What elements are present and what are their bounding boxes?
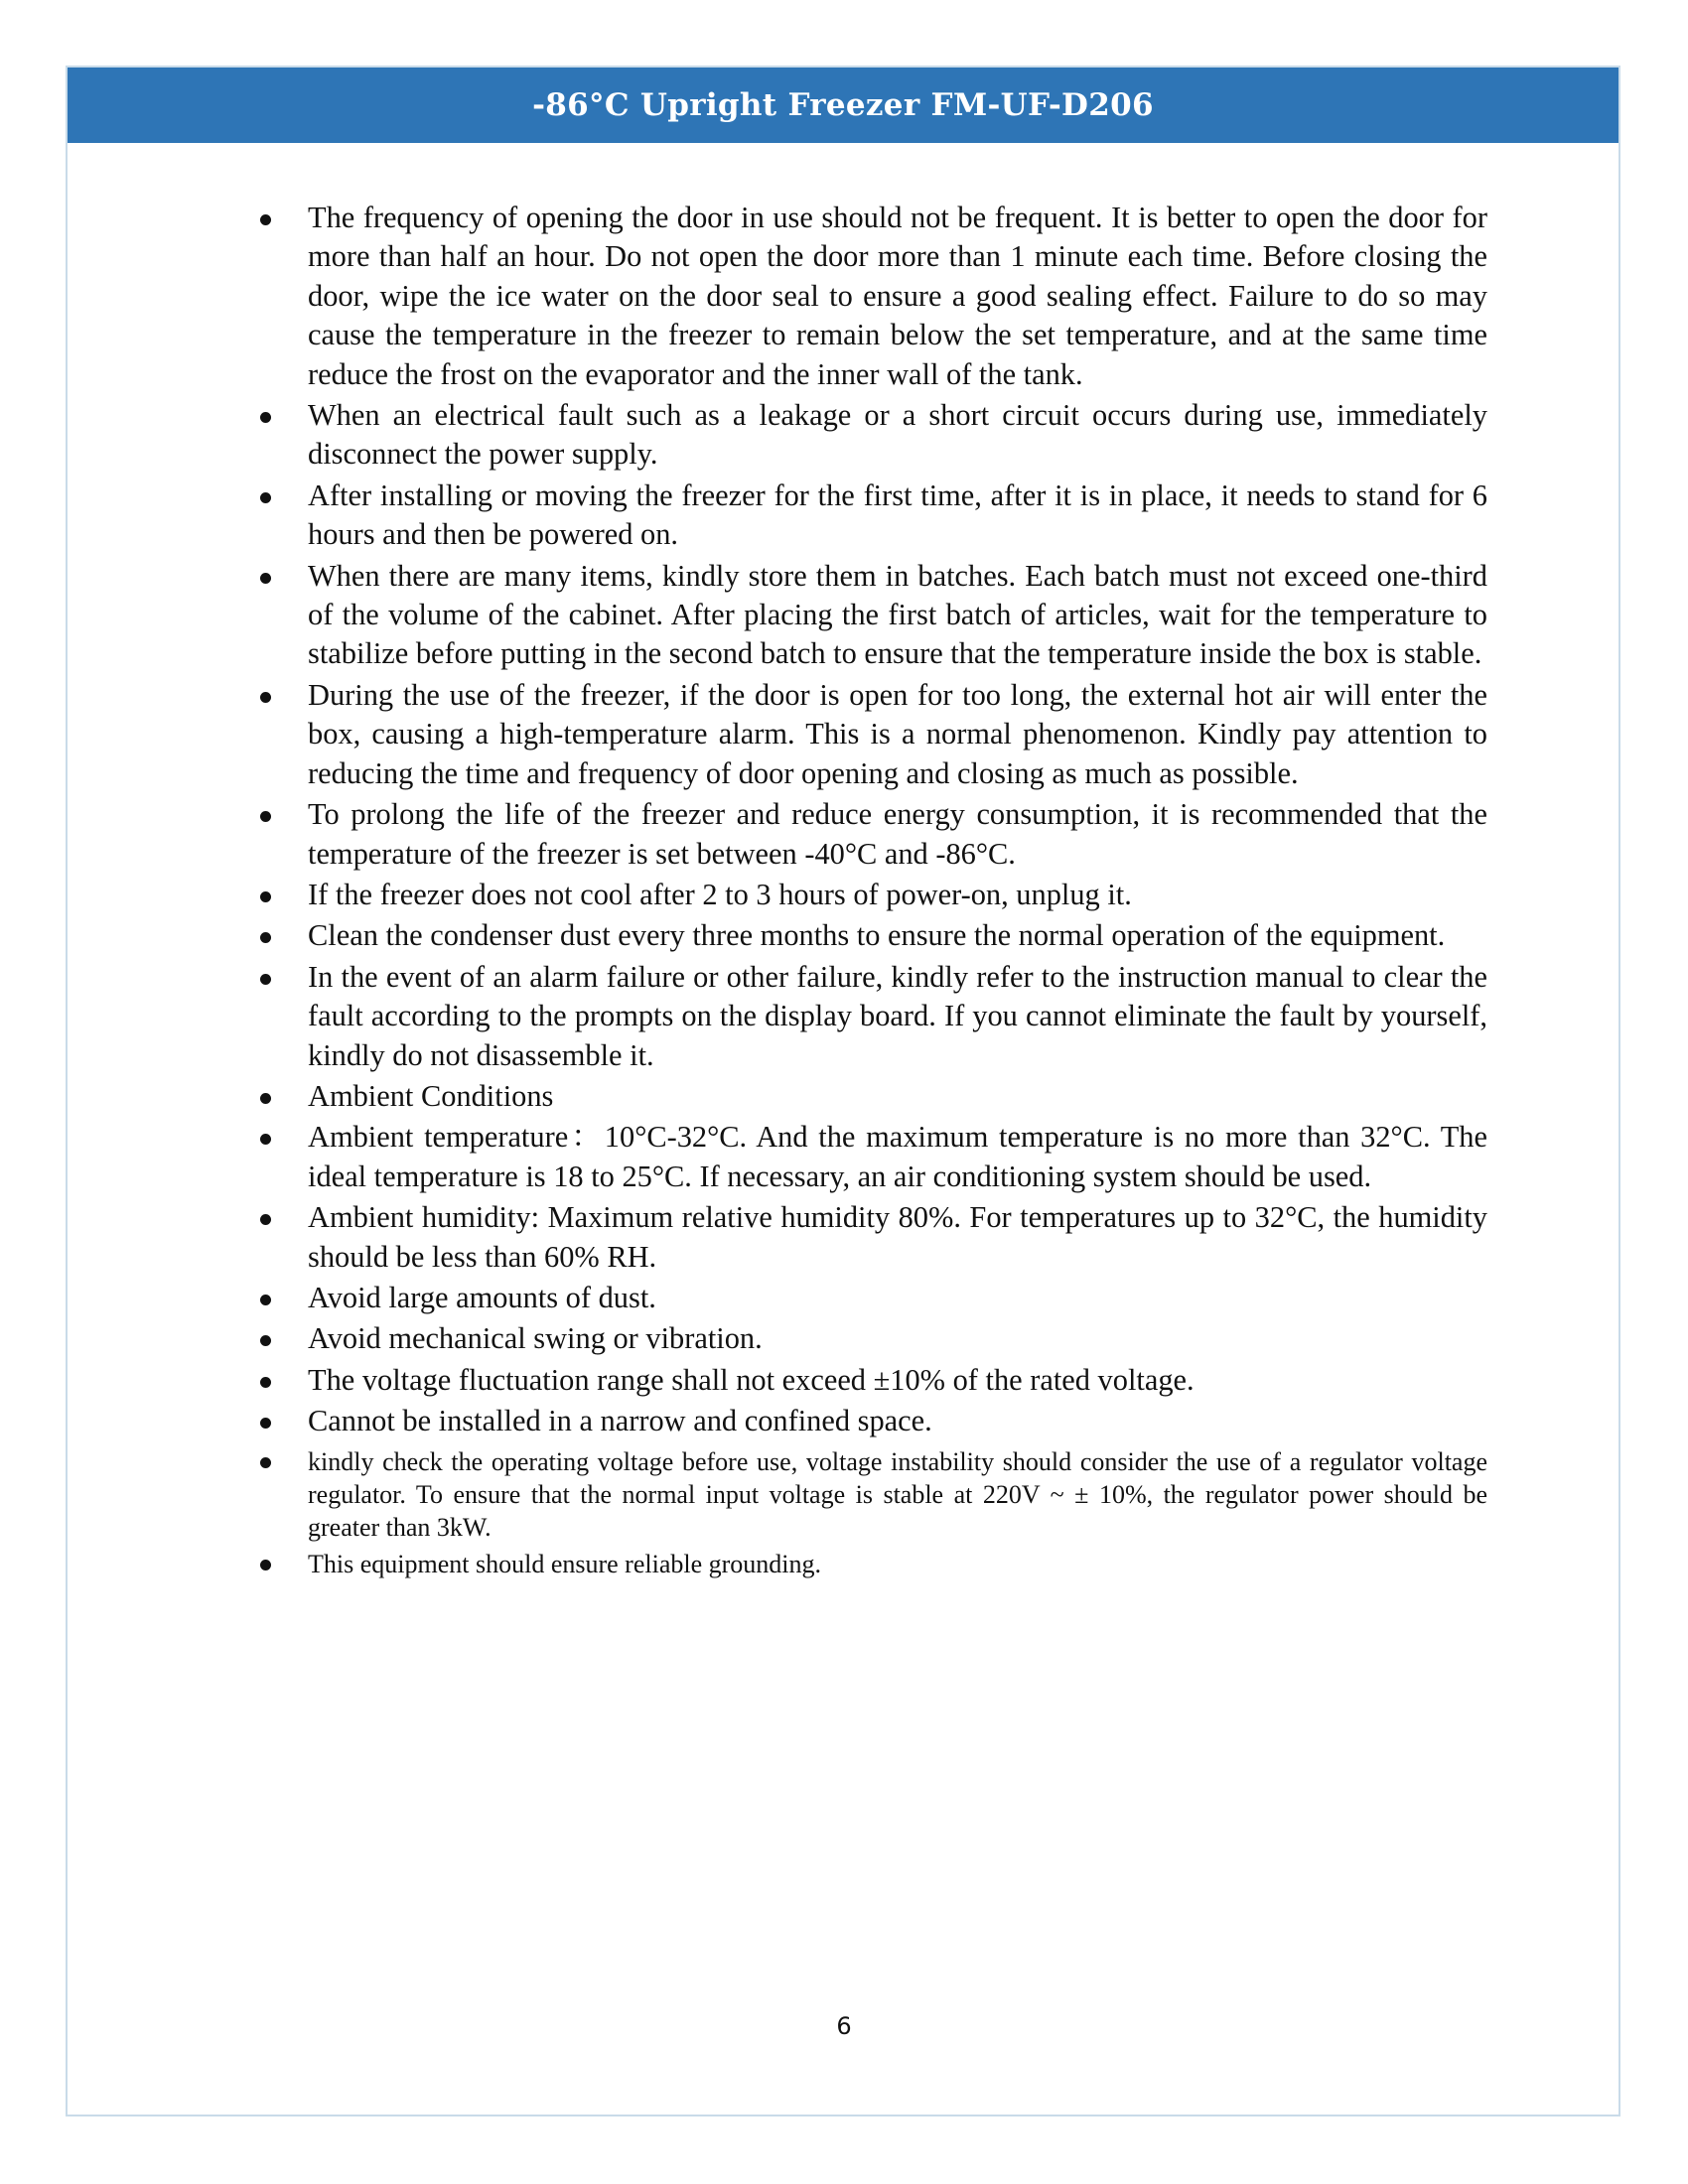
list-item-text: Avoid mechanical swing or vibration. [308, 1321, 763, 1356]
bullet-icon [260, 1134, 271, 1145]
bullet-icon [260, 412, 271, 423]
bullet-icon [260, 811, 271, 822]
list-item-text: kindly check the operating voltage before use, voltage instability should consider the use of a regulator voltage regulator. To ensure that the normal input voltage is stable at 220V ~ ± 10%, the regulator power should be greater than 3kW. [308, 1446, 1487, 1542]
list-item [256, 1198, 1487, 1277]
bullet-icon [260, 1093, 271, 1104]
list-item [256, 1279, 1487, 1317]
bullet-icon [260, 932, 271, 943]
instructions-list [256, 199, 1487, 1580]
list-item [256, 1077, 1487, 1116]
list-item-text: The voltage fluctuation range shall not exceed ±10% of the rated voltage. [308, 1362, 1195, 1397]
list-item [256, 199, 1487, 394]
list-item-text: Ambient temperature：10°C-32°C. And the maximum temperature is no more than 32°C. The ideal temperature is 18 to 25°C. If necessary, an air conditioning system should be used. [308, 1120, 1487, 1193]
content-area [256, 199, 1487, 1584]
list-item [256, 1118, 1487, 1196]
list-item [256, 1361, 1487, 1400]
list-item [256, 1319, 1487, 1358]
list-item [256, 557, 1487, 674]
list-item-text: During the use of the freezer, if the door is open for too long, the external hot air will enter the box, causing a high-temperature alarm. This is a normal phenomenon. Kindly pay attention to reducing the time and frequency of door opening and closing as much as possible. [308, 677, 1487, 790]
list-item-text: If the freezer does not cool after 2 to 3 hours of power-on, unplug it. [308, 877, 1132, 911]
list-item [256, 916, 1487, 955]
page-number: 6 [836, 2012, 852, 2040]
list-item [256, 876, 1487, 914]
bullet-icon [260, 692, 271, 703]
list-item [256, 396, 1487, 475]
list-item-text: After installing or moving the freezer for the first time, after it is in place, it needs to stand for 6 hours and then be powered on. [308, 478, 1487, 552]
list-item [256, 477, 1487, 555]
list-item-text: Ambient Conditions [308, 1078, 554, 1113]
bullet-icon [260, 214, 271, 225]
list-item-text: When an electrical fault such as a leakage or a short circuit occurs during use, immediately disconnect the power supply. [308, 398, 1487, 472]
list-item [256, 1402, 1487, 1440]
list-item [256, 795, 1487, 874]
list-item [256, 1445, 1487, 1544]
bullet-icon [260, 1560, 271, 1570]
bullet-icon [260, 1377, 271, 1388]
list-item-text: The frequency of opening the door in use should not be frequent. It is better to open the door for more than half an hour. Do not open the door more than 1 minute each time. Before closing the door, wipe the ice water on the door seal to ensure a good sealing effect. Failure to do so may cause the temperature in the freezer to remain below the set temperature, and at the same time reduce the frost on the evaporator and the inner wall of the tank. [308, 201, 1487, 391]
bullet-icon [260, 492, 271, 503]
bullet-icon [260, 573, 271, 584]
page-title: -86°C Upright Freezer FM-UF-D206 [532, 87, 1154, 123]
list-item [256, 676, 1487, 793]
bullet-icon [260, 1335, 271, 1346]
bullet-icon [260, 1295, 271, 1305]
list-item [256, 958, 1487, 1075]
bullet-icon [260, 891, 271, 902]
bullet-icon [260, 974, 271, 985]
list-item-text: When there are many items, kindly store them in batches. Each batch must not exceed one-third of the volume of the cabinet. After placing the first batch of articles, wait for the temperature to stabilize before putting in the second batch to ensure that the temperature inside the box is stable. [308, 558, 1487, 671]
list-item-text: To prolong the life of the freezer and reduce energy consumption, it is recommended that the temperature of the freezer is set between -40°C and -86°C. [308, 797, 1487, 871]
list-item [256, 1548, 1487, 1580]
bullet-icon [260, 1214, 271, 1225]
list-item-text: This equipment should ensure reliable grounding. [308, 1549, 822, 1578]
list-item-text: Avoid large amounts of dust. [308, 1280, 656, 1314]
bullet-icon [260, 1457, 271, 1468]
header-bar [68, 68, 1618, 143]
list-item-text: Clean the condenser dust every three months to ensure the normal operation of the equipment. [308, 918, 1446, 953]
bullet-icon [260, 1418, 271, 1429]
list-item-text: Cannot be installed in a narrow and confined space. [308, 1404, 932, 1438]
list-item-text: Ambient humidity: Maximum relative humidity 80%. For temperatures up to 32°C, the humidity should be less than 60% RH. [308, 1200, 1487, 1274]
list-item-text: In the event of an alarm failure or other failure, kindly refer to the instruction manual to clear the fault according to the prompts on the display board. If you cannot eliminate the fault by yourself, kindly do not disassemble it. [308, 959, 1487, 1072]
